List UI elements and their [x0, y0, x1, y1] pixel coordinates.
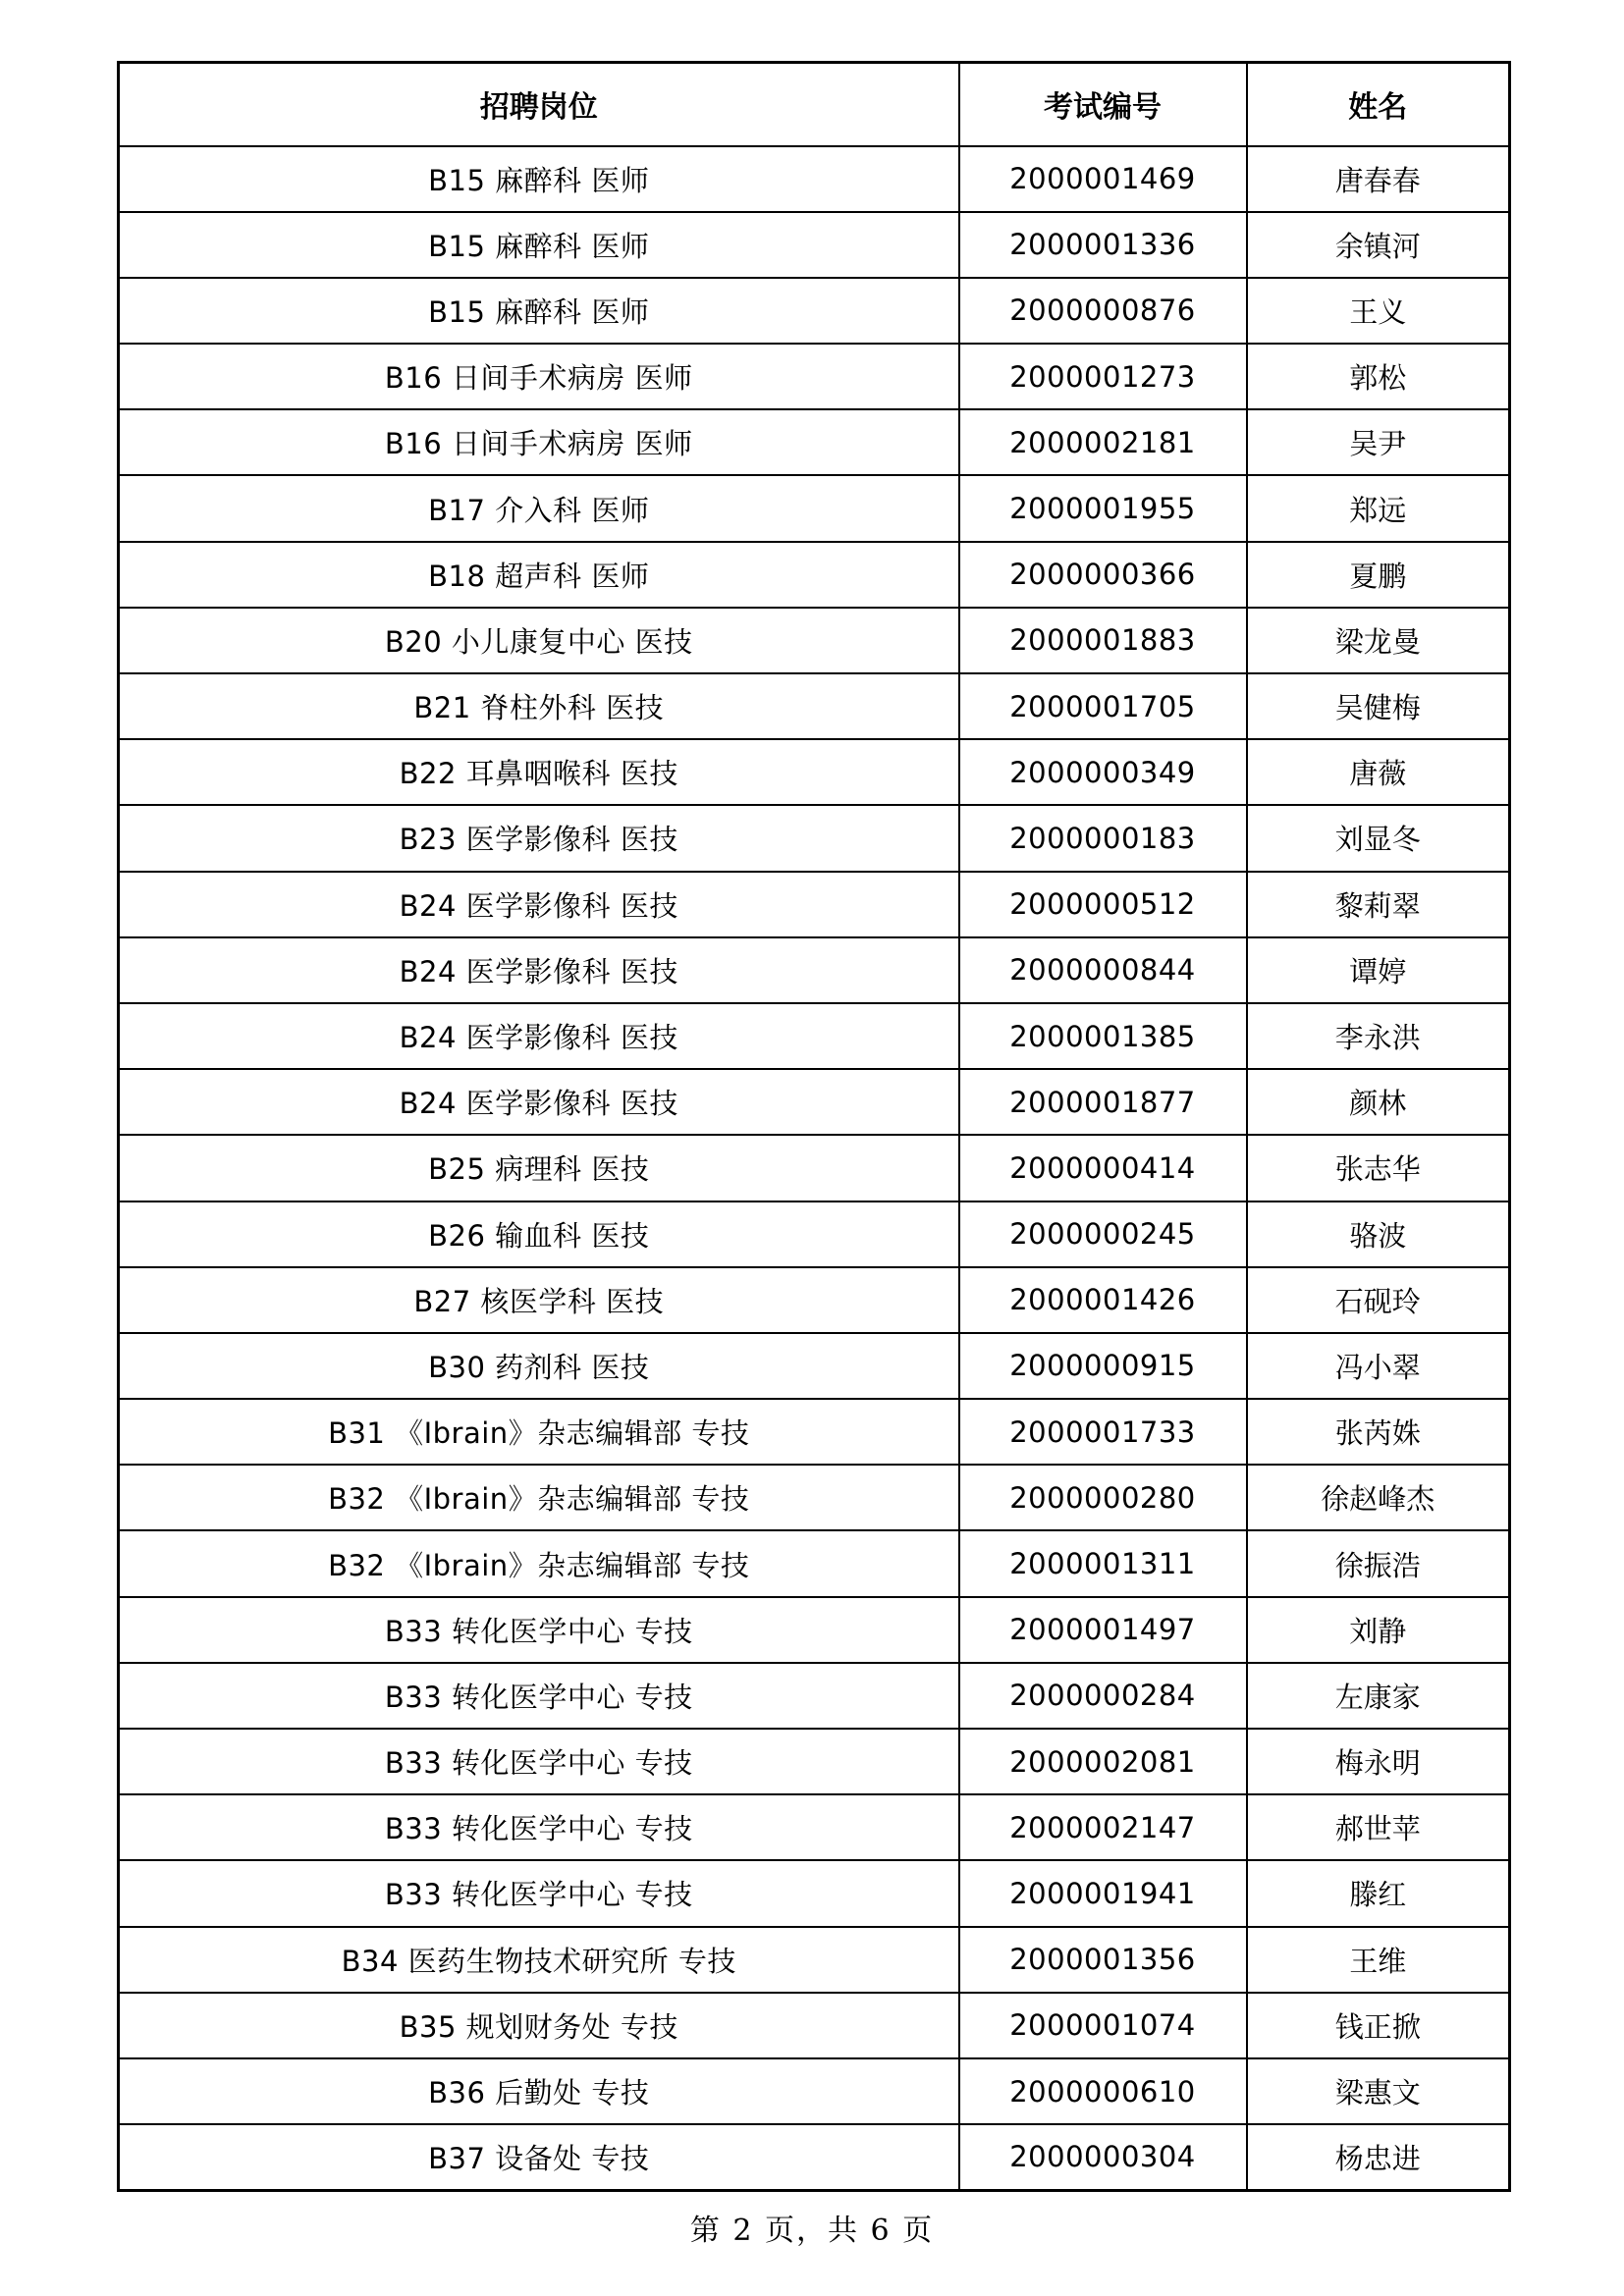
cell-name: 王义: [1247, 278, 1510, 344]
cell-exam-id: 2000000183: [959, 805, 1247, 871]
table-row: [119, 608, 1510, 673]
cell-exam-id: 2000000414: [959, 1135, 1247, 1201]
cell-exam-id: 2000000876: [959, 278, 1247, 344]
cell-exam-id: 2000000349: [959, 739, 1247, 805]
cell-name: 夏鹏: [1247, 542, 1510, 608]
cell-name: 石砚玲: [1247, 1267, 1510, 1333]
cell-position: B25 病理科 医技: [119, 1135, 959, 1201]
table-row: [119, 146, 1510, 212]
cell-position: B21 脊柱外科 医技: [119, 673, 959, 739]
cell-name: 钱正掀: [1247, 1993, 1510, 2058]
cell-position: B24 医学影像科 医技: [119, 937, 959, 1003]
table-row: [119, 872, 1510, 937]
table-row: [119, 1663, 1510, 1729]
table-row: [119, 2058, 1510, 2124]
table-row: [119, 212, 1510, 278]
header-name: 姓名: [1247, 63, 1510, 146]
cell-name: 徐振浩: [1247, 1530, 1510, 1596]
table-row: [119, 1927, 1510, 1993]
cell-exam-id: 2000001074: [959, 1993, 1247, 2058]
cell-position: B15 麻醉科 医师: [119, 278, 959, 344]
cell-exam-id: 2000001883: [959, 608, 1247, 673]
cell-name: 刘静: [1247, 1597, 1510, 1663]
table-row: [119, 2124, 1510, 2190]
cell-name: 杨忠进: [1247, 2124, 1510, 2190]
cell-exam-id: 2000000366: [959, 542, 1247, 608]
cell-position: B20 小儿康复中心 医技: [119, 608, 959, 673]
table-row: [119, 1530, 1510, 1596]
cell-exam-id: 2000001356: [959, 1927, 1247, 1993]
table-row: [119, 805, 1510, 871]
table-row: [119, 1267, 1510, 1333]
recruitment-table: [117, 61, 1511, 2192]
cell-position: B27 核医学科 医技: [119, 1267, 959, 1333]
cell-position: B24 医学影像科 医技: [119, 872, 959, 937]
cell-name: 王维: [1247, 1927, 1510, 1993]
cell-name: 骆波: [1247, 1201, 1510, 1267]
table-row: [119, 1729, 1510, 1794]
cell-position: B22 耳鼻咽喉科 医技: [119, 739, 959, 805]
cell-exam-id: 2000002147: [959, 1794, 1247, 1860]
cell-name: 郝世苹: [1247, 1794, 1510, 1860]
table-row: [119, 673, 1510, 739]
cell-exam-id: 2000001311: [959, 1530, 1247, 1596]
table-row: [119, 1794, 1510, 1860]
cell-exam-id: 2000001941: [959, 1860, 1247, 1926]
cell-exam-id: 2000001955: [959, 475, 1247, 541]
cell-name: 郑远: [1247, 475, 1510, 541]
table-row: [119, 1465, 1510, 1530]
cell-exam-id: 2000001336: [959, 212, 1247, 278]
cell-position: B33 转化医学中心 专技: [119, 1729, 959, 1794]
cell-exam-id: 2000001426: [959, 1267, 1247, 1333]
cell-name: 左康家: [1247, 1663, 1510, 1729]
table-row: [119, 344, 1510, 409]
cell-position: B33 转化医学中心 专技: [119, 1794, 959, 1860]
cell-position: B35 规划财务处 专技: [119, 1993, 959, 2058]
cell-name: 梅永明: [1247, 1729, 1510, 1794]
table-row: [119, 542, 1510, 608]
cell-position: B36 后勤处 专技: [119, 2058, 959, 2124]
cell-name: 李永洪: [1247, 1003, 1510, 1069]
page-number-footer: 第 2 页，共 6 页: [689, 2214, 935, 2248]
table-row: [119, 278, 1510, 344]
cell-position: B37 设备处 专技: [119, 2124, 959, 2190]
table-body: [119, 146, 1510, 2191]
cell-name: 冯小翠: [1247, 1333, 1510, 1399]
cell-name: 滕红: [1247, 1860, 1510, 1926]
cell-name: 郭松: [1247, 344, 1510, 409]
table-row: [119, 1399, 1510, 1465]
cell-exam-id: 2000001469: [959, 146, 1247, 212]
cell-position: B33 转化医学中心 专技: [119, 1597, 959, 1663]
cell-exam-id: 2000001385: [959, 1003, 1247, 1069]
cell-exam-id: 2000000915: [959, 1333, 1247, 1399]
cell-name: 梁龙曼: [1247, 608, 1510, 673]
cell-name: 吴尹: [1247, 409, 1510, 475]
table-row: [119, 409, 1510, 475]
cell-name: 黎莉翠: [1247, 872, 1510, 937]
table-header-row: [119, 63, 1510, 146]
header-position: 招聘岗位: [119, 63, 959, 146]
cell-position: B18 超声科 医师: [119, 542, 959, 608]
table-row: [119, 1201, 1510, 1267]
cell-exam-id: 2000001705: [959, 673, 1247, 739]
cell-position: B15 麻醉科 医师: [119, 212, 959, 278]
cell-exam-id: 2000000304: [959, 2124, 1247, 2190]
cell-exam-id: 2000000610: [959, 2058, 1247, 2124]
table-row: [119, 739, 1510, 805]
cell-position: B30 药剂科 医技: [119, 1333, 959, 1399]
cell-name: 余镇河: [1247, 212, 1510, 278]
cell-exam-id: 2000001733: [959, 1399, 1247, 1465]
cell-position: B16 日间手术病房 医师: [119, 409, 959, 475]
cell-position: B33 转化医学中心 专技: [119, 1663, 959, 1729]
cell-exam-id: 2000000512: [959, 872, 1247, 937]
table-row: [119, 1860, 1510, 1926]
cell-name: 徐赵峰杰: [1247, 1465, 1510, 1530]
table-row: [119, 1003, 1510, 1069]
cell-exam-id: 2000002181: [959, 409, 1247, 475]
cell-exam-id: 2000001497: [959, 1597, 1247, 1663]
table-row: [119, 1597, 1510, 1663]
cell-name: 梁惠文: [1247, 2058, 1510, 2124]
table-row: [119, 475, 1510, 541]
cell-position: B24 医学影像科 医技: [119, 1003, 959, 1069]
cell-exam-id: 2000000245: [959, 1201, 1247, 1267]
cell-position: B32 《Ibrain》杂志编辑部 专技: [119, 1465, 959, 1530]
cell-name: 谭婷: [1247, 937, 1510, 1003]
cell-name: 颜林: [1247, 1069, 1510, 1135]
cell-position: B26 输血科 医技: [119, 1201, 959, 1267]
cell-position: B24 医学影像科 医技: [119, 1069, 959, 1135]
cell-position: B33 转化医学中心 专技: [119, 1860, 959, 1926]
table-row: [119, 1333, 1510, 1399]
cell-position: B17 介入科 医师: [119, 475, 959, 541]
cell-name: 唐薇: [1247, 739, 1510, 805]
table-row: [119, 1993, 1510, 2058]
cell-exam-id: 2000001273: [959, 344, 1247, 409]
cell-position: B34 医药生物技术研究所 专技: [119, 1927, 959, 1993]
cell-exam-id: 2000000284: [959, 1663, 1247, 1729]
cell-name: 唐春春: [1247, 146, 1510, 212]
table-row: [119, 937, 1510, 1003]
header-exam-id: 考试编号: [959, 63, 1247, 146]
cell-position: B32 《Ibrain》杂志编辑部 专技: [119, 1530, 959, 1596]
cell-position: B31 《Ibrain》杂志编辑部 专技: [119, 1399, 959, 1465]
cell-position: B15 麻醉科 医师: [119, 146, 959, 212]
cell-exam-id: 2000002081: [959, 1729, 1247, 1794]
cell-position: B23 医学影像科 医技: [119, 805, 959, 871]
table-row: [119, 1069, 1510, 1135]
table-row: [119, 1135, 1510, 1201]
cell-name: 吴健梅: [1247, 673, 1510, 739]
cell-exam-id: 2000000280: [959, 1465, 1247, 1530]
cell-name: 张志华: [1247, 1135, 1510, 1201]
cell-exam-id: 2000000844: [959, 937, 1247, 1003]
cell-name: 张芮姝: [1247, 1399, 1510, 1465]
cell-exam-id: 2000001877: [959, 1069, 1247, 1135]
cell-name: 刘显冬: [1247, 805, 1510, 871]
cell-position: B16 日间手术病房 医师: [119, 344, 959, 409]
